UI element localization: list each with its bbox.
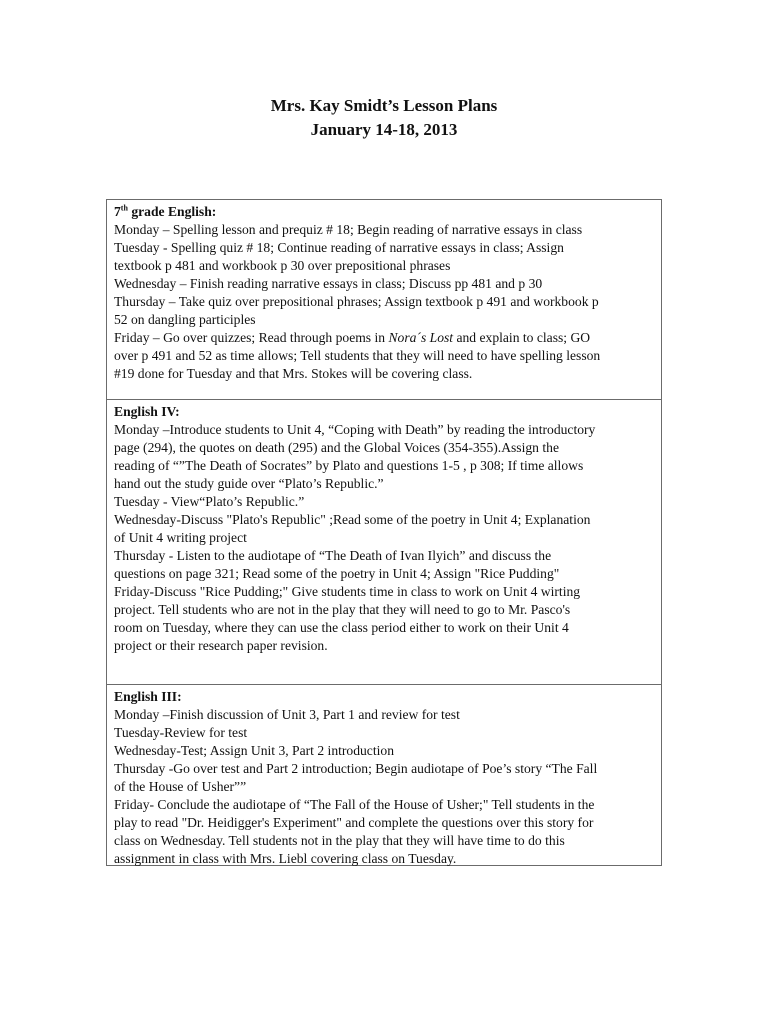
plan-line: hand out the study guide over “Plato’s Republic.”	[114, 476, 384, 491]
plan-line: Friday-Discuss "Rice Pudding;" Give students time in class to work on Unit 4 wirting	[114, 584, 581, 599]
plan-line: #19 done for Tuesday and that Mrs. Stokes will be covering class.	[114, 366, 473, 381]
plan-line: Tuesday - View“Plato’s Republic.”	[114, 494, 305, 509]
plan-line: textbook p 481 and workbook p 30 over prepositional phrases	[114, 258, 451, 273]
plan-line: Monday –Finish discussion of Unit 3, Part 1 and review for test	[114, 707, 460, 722]
section-7th-grade-english	[107, 200, 661, 400]
plan-line: reading of “”The Death of Socrates” by Plato and questions 1-5 , p 308; If time allows	[114, 458, 584, 473]
page-title: Mrs. Kay Smidt’s Lesson Plans	[270, 96, 498, 115]
friday-text: Friday – Go over quizzes; Read through poems in	[114, 330, 389, 345]
plan-line: Tuesday - Spelling quiz # 18; Continue reading of narrative essays in class; Assign	[114, 240, 564, 255]
page-subtitle-date: January 14-18, 2013	[310, 120, 458, 139]
book-title: Nora´s Lost	[388, 330, 454, 345]
section-heading: English III:	[114, 689, 182, 704]
friday-text-cont: and explain to class; GO	[453, 330, 591, 345]
plan-line: Friday- Conclude the audiotape of “The Fall of the House of Usher;" Tell students in the	[114, 797, 595, 812]
heading-superscript: th	[120, 203, 128, 213]
plan-line: Wednesday-Discuss "Plato's Republic" ;Read some of the poetry in Unit 4; Explanation	[114, 512, 591, 527]
plan-line: questions on page 321; Read some of the poetry in Unit 4; Assign "Rice Pudding"	[114, 566, 560, 581]
plan-line: Wednesday – Finish reading narrative essays in class; Discuss pp 481 and p 30	[114, 276, 543, 291]
plan-line: project. Tell students who are not in the play that they will need to go to Mr. Pasco's	[114, 602, 571, 617]
plan-line: Monday –Introduce students to Unit 4, “Coping with Death” by reading the introductory	[114, 422, 596, 437]
plan-line-friday	[114, 329, 655, 347]
plan-line: of Unit 4 writing project	[114, 530, 247, 545]
plan-line: assignment in class with Mrs. Liebl covering class on Tuesday.	[114, 851, 457, 866]
plan-line: over p 491 and 52 as time allows; Tell students that they will need to have spelling lesson	[114, 348, 601, 363]
plan-line: Wednesday-Test; Assign Unit 3, Part 2 introduction	[114, 743, 394, 758]
plan-line: class on Wednesday. Tell students not in the play that they will have time to do this	[114, 833, 565, 848]
section-heading	[114, 203, 655, 221]
section-english-iii	[107, 685, 661, 865]
plan-line: Thursday – Take quiz over prepositional phrases; Assign textbook p 491 and workbook p	[114, 294, 599, 309]
plan-line: room on Tuesday, where they can use the class period either to work on their Unit 4	[114, 620, 569, 635]
plan-line: Thursday -Go over test and Part 2 introduction; Begin audiotape of Poe’s story “The Fall	[114, 761, 598, 776]
heading-number: 7	[114, 204, 121, 219]
section-heading: English IV:	[114, 404, 180, 419]
section-english-iv	[107, 400, 661, 685]
plan-line: Tuesday-Review for test	[114, 725, 248, 740]
plan-line: of the House of Usher””	[114, 779, 247, 794]
lesson-plan-table	[106, 199, 662, 866]
plan-line: Monday – Spelling lesson and prequiz # 18; Begin reading of narrative essays in class	[114, 222, 583, 237]
plan-line: 52 on dangling participles	[114, 312, 256, 327]
plan-line: Thursday - Listen to the audiotape of “The Death of Ivan Ilyich” and discuss the	[114, 548, 552, 563]
plan-line: play to read "Dr. Heidigger's Experiment" and complete the questions over this story for	[114, 815, 594, 830]
plan-line: page (294), the quotes on death (295) and the Global Voices (354-355).Assign the	[114, 440, 559, 455]
plan-line: project or their research paper revision.	[114, 638, 328, 653]
heading-text: grade English:	[127, 204, 217, 219]
